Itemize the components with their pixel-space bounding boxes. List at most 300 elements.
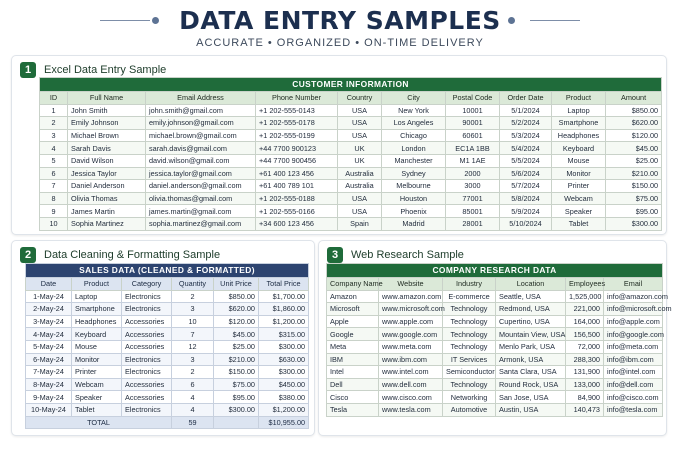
table-cell: Emily Johnson: [68, 117, 146, 130]
table-cell: Accessories: [122, 328, 172, 341]
table-row: [327, 328, 663, 341]
table-cell: $630.00: [259, 353, 309, 366]
table-cell: Printer: [552, 180, 606, 193]
table-cell: Printer: [72, 366, 122, 379]
table-cell: $95.00: [606, 205, 662, 218]
table-cell: www.microsoft.com: [379, 303, 443, 316]
table-cell: Sarah Davis: [68, 142, 146, 155]
table-cell: Armonk, USA: [496, 353, 566, 366]
table-cell: IBM: [327, 353, 379, 366]
table-row: [327, 353, 663, 366]
table-row: [327, 391, 663, 404]
table-cell: Seattle, USA: [496, 290, 566, 303]
column-header: ID: [40, 92, 68, 105]
table-cell: 12: [172, 340, 214, 353]
table-cell: Santa Clara, USA: [496, 366, 566, 379]
table-row: [26, 391, 309, 404]
table-cell: Tablet: [72, 403, 122, 416]
table-cell: Intel: [327, 366, 379, 379]
table-row: [26, 340, 309, 353]
table-cell: New York: [382, 104, 446, 117]
table-cell: 3-May-24: [26, 315, 72, 328]
table-cell: Electronics: [122, 290, 172, 303]
table-row: [327, 340, 663, 353]
table-row: [26, 315, 309, 328]
table-cell: USA: [338, 117, 382, 130]
table-cell: Round Rock, USA: [496, 378, 566, 391]
table-cell: Dell: [327, 378, 379, 391]
table-cell: $300.00: [214, 403, 259, 416]
column-header: Total Price: [259, 278, 309, 291]
table-row: [26, 403, 309, 416]
table-cell: Accessories: [122, 315, 172, 328]
table-cell: USA: [338, 104, 382, 117]
table-cell: 8-May-24: [26, 378, 72, 391]
table-cell: Smartphone: [552, 117, 606, 130]
table-cell: Smartphone: [72, 303, 122, 316]
column-header: Product: [552, 92, 606, 105]
table-row: [26, 378, 309, 391]
table-cell: $25.00: [606, 154, 662, 167]
table-cell: $315.00: [259, 328, 309, 341]
table-cell: Houston: [382, 192, 446, 205]
table-cell: 3000: [446, 180, 500, 193]
table-cell: Tesla: [327, 403, 379, 416]
table-cell: Monitor: [552, 167, 606, 180]
table-cell: +44 7700 900123: [256, 142, 338, 155]
table-cell: Manchester: [382, 154, 446, 167]
table-cell: $380.00: [259, 391, 309, 404]
table-cell: www.google.com: [379, 328, 443, 341]
table-cell: Electronics: [122, 366, 172, 379]
table-cell: $210.00: [606, 167, 662, 180]
table-cell: 6-May-24: [26, 353, 72, 366]
table-cell: USA: [338, 205, 382, 218]
table-cell: 60601: [446, 129, 500, 142]
table-cell: 140,473: [566, 403, 604, 416]
table-cell: +1 202-555-0199: [256, 129, 338, 142]
column-header: Amount: [606, 92, 662, 105]
table-cell: Technology: [443, 378, 496, 391]
table-cell: Webcam: [72, 378, 122, 391]
table-cell: $25.00: [214, 340, 259, 353]
table-row: [40, 117, 662, 130]
table-cell: 5/9/2024: [500, 205, 552, 218]
column-header: Date: [26, 278, 72, 291]
table-cell: emily.johnson@gmail.com: [146, 117, 256, 130]
table-title: CUSTOMER INFORMATION: [40, 78, 662, 92]
table-cell: www.meta.com: [379, 340, 443, 353]
table-cell: info@ibm.com: [604, 353, 663, 366]
table-row: [26, 290, 309, 303]
table-cell: IT Services: [443, 353, 496, 366]
table-cell: info@dell.com: [604, 378, 663, 391]
table-row: [40, 217, 662, 230]
table-row: [40, 192, 662, 205]
table-cell: 1,525,000: [566, 290, 604, 303]
table-cell: Austin, USA: [496, 403, 566, 416]
table-cell: 3: [40, 129, 68, 142]
column-header: Unit Price: [214, 278, 259, 291]
table-cell: 5/5/2024: [500, 154, 552, 167]
table-cell: 90001: [446, 117, 500, 130]
table-cell: London: [382, 142, 446, 155]
table-cell: Cupertino, USA: [496, 315, 566, 328]
table-cell: $450.00: [259, 378, 309, 391]
table-cell: Monitor: [72, 353, 122, 366]
table-cell: 6: [40, 167, 68, 180]
column-header: Quantity: [172, 278, 214, 291]
table-title: COMPANY RESEARCH DATA: [327, 264, 663, 278]
table-cell: John Smith: [68, 104, 146, 117]
table-cell: +61 400 789 101: [256, 180, 338, 193]
table-row: [327, 403, 663, 416]
table-cell: Google: [327, 328, 379, 341]
column-header: Email Address: [146, 92, 256, 105]
table-cell: Chicago: [382, 129, 446, 142]
table-cell: Los Angeles: [382, 117, 446, 130]
table-cell: 5/3/2024: [500, 129, 552, 142]
table-row: [26, 366, 309, 379]
table-cell: 133,000: [566, 378, 604, 391]
table-cell: Electronics: [122, 403, 172, 416]
table-cell: James Martin: [68, 205, 146, 218]
table-cell: Sophia Martinez: [68, 217, 146, 230]
table-cell: Michael Brown: [68, 129, 146, 142]
table-cell: 3: [172, 353, 214, 366]
column-header: City: [382, 92, 446, 105]
column-header: Order Date: [500, 92, 552, 105]
table-cell: 4: [172, 403, 214, 416]
table-cell: 5/8/2024: [500, 192, 552, 205]
table-cell: 2: [172, 290, 214, 303]
table-cell: Accessories: [122, 340, 172, 353]
table-cell: Apple: [327, 315, 379, 328]
table-cell: www.ibm.com: [379, 353, 443, 366]
table-cell: 5/7/2024: [500, 180, 552, 193]
table-cell: $620.00: [606, 117, 662, 130]
table-cell: www.apple.com: [379, 315, 443, 328]
table-cell: Headphones: [72, 315, 122, 328]
column-header: Company Name: [327, 278, 379, 291]
section-title: Web Research Sample: [351, 249, 464, 261]
table-cell: $1,200.00: [259, 403, 309, 416]
table-cell: $850.00: [606, 104, 662, 117]
table-cell: sarah.davis@gmail.com: [146, 142, 256, 155]
table-cell: Tablet: [552, 217, 606, 230]
cleaning-sample-card: [11, 240, 315, 436]
table-cell: 10-May-24: [26, 403, 72, 416]
table-cell: Phoenix: [382, 205, 446, 218]
total-label: TOTAL: [26, 416, 172, 429]
column-header: Category: [122, 278, 172, 291]
column-header: Industry: [443, 278, 496, 291]
table-row: [26, 303, 309, 316]
table-cell: $300.00: [259, 366, 309, 379]
table-cell: $150.00: [214, 366, 259, 379]
table-cell: www.amazon.com: [379, 290, 443, 303]
table-row: [327, 378, 663, 391]
table-cell: 28001: [446, 217, 500, 230]
table-cell: UK: [338, 154, 382, 167]
table-cell: 85001: [446, 205, 500, 218]
table-cell: 2: [40, 117, 68, 130]
table-cell: Microsoft: [327, 303, 379, 316]
column-header: Location: [496, 278, 566, 291]
table-cell: 3: [172, 303, 214, 316]
column-header: Postal Code: [446, 92, 500, 105]
table-row: [327, 290, 663, 303]
table-cell: Daniel Anderson: [68, 180, 146, 193]
total-price: $10,955.00: [259, 416, 309, 429]
table-cell: Semiconductor: [443, 366, 496, 379]
table-cell: 84,900: [566, 391, 604, 404]
table-cell: 2: [172, 366, 214, 379]
table-cell: 10: [172, 315, 214, 328]
table-cell: $300.00: [259, 340, 309, 353]
page-header: [0, 0, 680, 54]
table-cell: 7-May-24: [26, 366, 72, 379]
table-cell: info@meta.com: [604, 340, 663, 353]
table-cell: 7: [172, 328, 214, 341]
table-cell: Melbourne: [382, 180, 446, 193]
table-cell: www.dell.com: [379, 378, 443, 391]
table-cell: +1 202-555-0178: [256, 117, 338, 130]
total-empty-cell: [214, 416, 259, 429]
table-cell: $75.00: [214, 378, 259, 391]
table-cell: +44 7700 900456: [256, 154, 338, 167]
table-cell: info@apple.com: [604, 315, 663, 328]
table-cell: 5/10/2024: [500, 217, 552, 230]
table-cell: $1,860.00: [259, 303, 309, 316]
table-cell: 5/4/2024: [500, 142, 552, 155]
table-cell: sophia.martinez@gmail.com: [146, 217, 256, 230]
customer-info-table: [39, 77, 662, 231]
table-cell: 4: [40, 142, 68, 155]
table-cell: Mouse: [72, 340, 122, 353]
table-cell: +1 202-555-0166: [256, 205, 338, 218]
table-cell: $120.00: [214, 315, 259, 328]
table-cell: 156,500: [566, 328, 604, 341]
table-cell: Electronics: [122, 303, 172, 316]
table-row: [26, 353, 309, 366]
table-cell: $120.00: [606, 129, 662, 142]
table-row: [40, 104, 662, 117]
table-cell: Accessories: [122, 391, 172, 404]
table-cell: +34 600 123 456: [256, 217, 338, 230]
table-row: [327, 366, 663, 379]
table-cell: john.smith@gmail.com: [146, 104, 256, 117]
table-cell: 4: [172, 391, 214, 404]
table-cell: M1 1AE: [446, 154, 500, 167]
table-cell: +61 400 123 456: [256, 167, 338, 180]
table-cell: E-commerce: [443, 290, 496, 303]
table-cell: info@amazon.com: [604, 290, 663, 303]
table-cell: Technology: [443, 315, 496, 328]
table-cell: San Jose, USA: [496, 391, 566, 404]
table-cell: 1-May-24: [26, 290, 72, 303]
table-cell: jessica.taylor@gmail.com: [146, 167, 256, 180]
table-cell: 5/2/2024: [500, 117, 552, 130]
table-cell: 10001: [446, 104, 500, 117]
table-cell: Jessica Taylor: [68, 167, 146, 180]
table-cell: USA: [338, 192, 382, 205]
right-decorative-dot: [508, 17, 515, 24]
table-row: [40, 205, 662, 218]
table-cell: Madrid: [382, 217, 446, 230]
table-cell: $210.00: [214, 353, 259, 366]
section-number-badge: 3: [327, 247, 343, 263]
table-cell: 7: [40, 180, 68, 193]
table-cell: 72,000: [566, 340, 604, 353]
table-cell: +1 202-555-0143: [256, 104, 338, 117]
table-cell: Australia: [338, 167, 382, 180]
table-cell: $1,700.00: [259, 290, 309, 303]
table-cell: 10: [40, 217, 68, 230]
table-cell: Automotive: [443, 403, 496, 416]
table-cell: Meta: [327, 340, 379, 353]
table-cell: Cisco: [327, 391, 379, 404]
table-cell: Speaker: [552, 205, 606, 218]
table-cell: info@microsoft.com: [604, 303, 663, 316]
table-title: SALES DATA (CLEANED & FORMATTED): [26, 264, 309, 278]
column-header: Phone Number: [256, 92, 338, 105]
table-cell: Accessories: [122, 378, 172, 391]
table-cell: www.tesla.com: [379, 403, 443, 416]
table-cell: $45.00: [214, 328, 259, 341]
sales-data-table: [25, 263, 309, 429]
table-cell: 2000: [446, 167, 500, 180]
table-cell: 131,900: [566, 366, 604, 379]
table-cell: Headphones: [552, 129, 606, 142]
column-header: Full Name: [68, 92, 146, 105]
table-cell: Laptop: [72, 290, 122, 303]
table-cell: Technology: [443, 328, 496, 341]
table-cell: 164,000: [566, 315, 604, 328]
research-card-header: [327, 247, 464, 263]
table-cell: Technology: [443, 303, 496, 316]
table-row: [327, 315, 663, 328]
excel-card-header: [20, 62, 166, 78]
table-cell: Redmond, USA: [496, 303, 566, 316]
table-cell: Networking: [443, 391, 496, 404]
table-cell: USA: [338, 129, 382, 142]
table-cell: 8: [40, 192, 68, 205]
table-cell: Electronics: [122, 353, 172, 366]
table-cell: 4-May-24: [26, 328, 72, 341]
excel-sample-card: [11, 55, 667, 235]
table-cell: 9-May-24: [26, 391, 72, 404]
table-row: [327, 303, 663, 316]
table-cell: $75.00: [606, 192, 662, 205]
table-cell: 9: [40, 205, 68, 218]
table-row: [26, 328, 309, 341]
table-cell: info@tesla.com: [604, 403, 663, 416]
table-cell: $45.00: [606, 142, 662, 155]
table-row: [40, 167, 662, 180]
table-cell: Keyboard: [552, 142, 606, 155]
table-row: [40, 129, 662, 142]
table-cell: info@google.com: [604, 328, 663, 341]
table-cell: olivia.thomas@gmail.com: [146, 192, 256, 205]
table-row: [40, 180, 662, 193]
table-cell: daniel.anderson@gmail.com: [146, 180, 256, 193]
table-cell: 6: [172, 378, 214, 391]
table-cell: 1: [40, 104, 68, 117]
table-cell: Olivia Thomas: [68, 192, 146, 205]
table-cell: $850.00: [214, 290, 259, 303]
section-number-badge: 2: [20, 247, 36, 263]
table-cell: Technology: [443, 340, 496, 353]
table-cell: Keyboard: [72, 328, 122, 341]
table-cell: 2-May-24: [26, 303, 72, 316]
table-cell: Amazon: [327, 290, 379, 303]
section-title: Excel Data Entry Sample: [44, 64, 167, 76]
table-cell: 5-May-24: [26, 340, 72, 353]
table-cell: 77001: [446, 192, 500, 205]
cleaning-card-header: [20, 247, 220, 263]
column-header: Employees: [566, 278, 604, 291]
column-header: Country: [338, 92, 382, 105]
table-cell: $300.00: [606, 217, 662, 230]
table-cell: info@intel.com: [604, 366, 663, 379]
table-cell: $1,200.00: [259, 315, 309, 328]
table-cell: michael.brown@gmail.com: [146, 129, 256, 142]
column-header: Website: [379, 278, 443, 291]
table-cell: Webcam: [552, 192, 606, 205]
table-cell: Mouse: [552, 154, 606, 167]
table-cell: james.martin@gmail.com: [146, 205, 256, 218]
table-cell: $620.00: [214, 303, 259, 316]
table-cell: Spain: [338, 217, 382, 230]
section-title: Data Cleaning & Formatting Sample: [44, 249, 221, 261]
table-cell: +1 202-555-0188: [256, 192, 338, 205]
table-row: [40, 142, 662, 155]
table-cell: Laptop: [552, 104, 606, 117]
table-cell: info@cisco.com: [604, 391, 663, 404]
table-cell: 221,000: [566, 303, 604, 316]
total-row: [26, 416, 309, 429]
table-cell: david.wilson@gmail.com: [146, 154, 256, 167]
table-cell: EC1A 1BB: [446, 142, 500, 155]
table-cell: 5/6/2024: [500, 167, 552, 180]
research-sample-card: [318, 240, 672, 436]
table-cell: 5: [40, 154, 68, 167]
section-number-badge: 1: [20, 62, 36, 78]
page-title: DATA ENTRY SAMPLES: [179, 6, 501, 35]
column-header: Product: [72, 278, 122, 291]
page-subtitle: ACCURATE • ORGANIZED • ON-TIME DELIVERY: [196, 37, 484, 49]
table-cell: Speaker: [72, 391, 122, 404]
table-cell: Sydney: [382, 167, 446, 180]
right-decorative-line: [530, 20, 580, 21]
table-cell: www.cisco.com: [379, 391, 443, 404]
table-cell: UK: [338, 142, 382, 155]
table-cell: www.intel.com: [379, 366, 443, 379]
table-cell: 5/1/2024: [500, 104, 552, 117]
table-cell: David Wilson: [68, 154, 146, 167]
table-cell: $150.00: [606, 180, 662, 193]
table-cell: 288,300: [566, 353, 604, 366]
column-header: Email: [604, 278, 663, 291]
total-quantity: 59: [172, 416, 214, 429]
table-cell: Mountain View, USA: [496, 328, 566, 341]
table-cell: Australia: [338, 180, 382, 193]
company-research-table: [326, 263, 672, 417]
table-cell: Menlo Park, USA: [496, 340, 566, 353]
table-row: [40, 154, 662, 167]
table-cell: $95.00: [214, 391, 259, 404]
